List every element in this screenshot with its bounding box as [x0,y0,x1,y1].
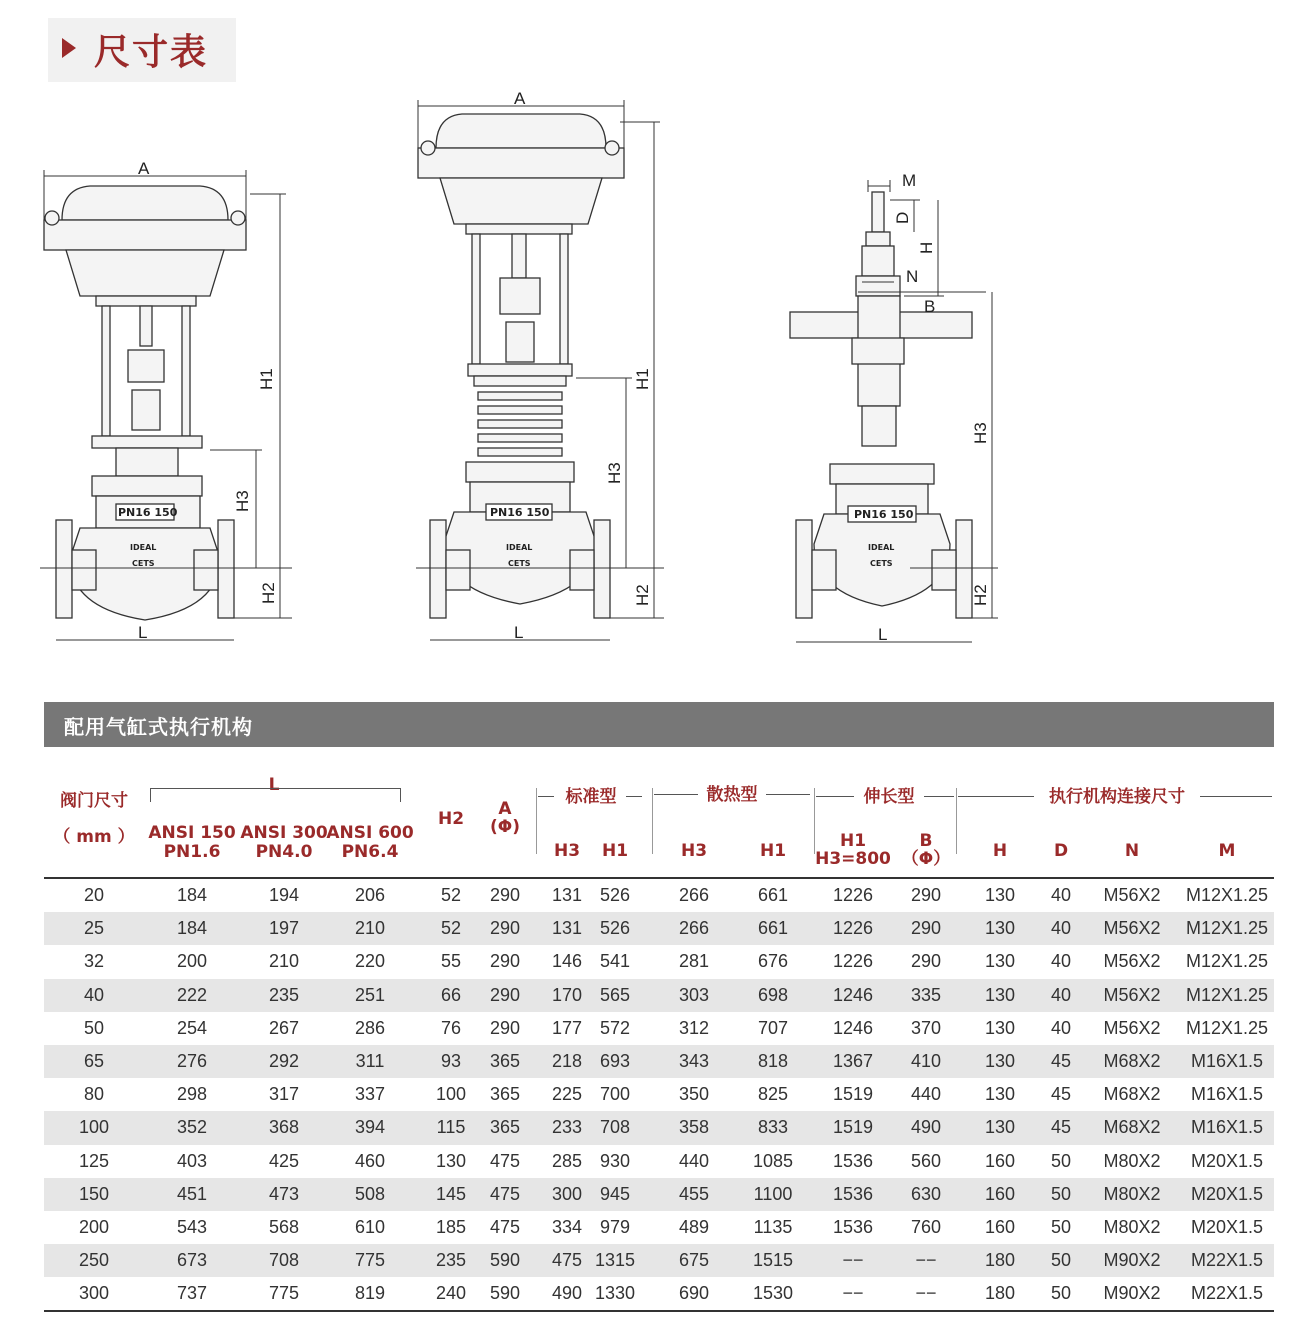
cell-valve-size: 125 [78,1150,110,1171]
header-std-h3: H3 [553,841,581,861]
cell-act-m: M16X1.5 [1190,1084,1264,1105]
cell-ext-h1: 1536 [832,1150,874,1171]
cell-ext-h1: 1226 [832,951,874,972]
cert-extension: CETS [870,559,893,568]
cell-l-ansi300: 473 [268,1183,300,1204]
cell-l-ansi150: 451 [176,1183,208,1204]
cell-l-ansi300: 235 [268,984,300,1005]
cell-ext-h1: 1519 [832,1117,874,1138]
cell-act-m: M22X1.5 [1190,1283,1264,1304]
cell-l-ansi150: 184 [176,885,208,905]
cell-ext-h1: 1246 [832,984,874,1005]
cell-std-h1: 693 [599,1050,631,1071]
cell-ext-b: 410 [910,1050,942,1071]
cell-act-h: 130 [984,1050,1016,1071]
header-ext-b: B [919,831,933,851]
header-standard: 标准型 [565,787,617,807]
cell-std-h1: 572 [599,1017,631,1038]
cell-act-d: 40 [1050,918,1072,939]
header-ext-h1: H1 [839,831,867,851]
cell-heat-h3: 281 [678,951,710,972]
cell-std-h1: 1315 [594,1250,636,1271]
cell-l-ansi600: 460 [354,1150,386,1171]
page-title: 尺寸表 [94,32,209,73]
cell-l-ansi300: 568 [268,1216,300,1237]
cell-l-ansi600: 210 [354,918,386,939]
header-act-n: N [1124,841,1140,861]
cell-valve-size: 40 [83,984,105,1005]
cell-l-ansi150: 200 [176,951,208,972]
header-heat: 散热型 [706,785,758,805]
cell-a: 290 [489,885,521,905]
cell-act-n: M68X2 [1103,1117,1161,1138]
header-ansi150: ANSI 150 [148,823,236,843]
cell-heat-h1: 825 [757,1084,789,1105]
header-act-h: H [992,841,1008,861]
cell-ext-b: 630 [910,1183,942,1204]
cell-act-n: M68X2 [1103,1050,1161,1071]
cell-l-ansi150: 254 [176,1017,208,1038]
cell-act-h: 180 [984,1283,1016,1304]
cell-valve-size: 100 [78,1117,110,1138]
cell-std-h3: 131 [551,918,583,939]
cell-act-n: M68X2 [1103,1084,1161,1105]
cell-heat-h1: 1085 [752,1150,794,1171]
cell-ext-h1: 1519 [832,1084,874,1105]
cell-ext-h1: 1246 [832,1017,874,1038]
dim-h1-heat: H1 [633,368,652,390]
cell-valve-size: 65 [83,1050,105,1071]
cell-act-h: 160 [984,1216,1016,1237]
cell-heat-h3: 455 [678,1183,710,1204]
cell-act-m: M20X1.5 [1190,1150,1264,1171]
cell-act-d: 45 [1050,1050,1072,1071]
header-pn40: PN4.0 [255,842,313,862]
cell-act-n: M56X2 [1103,984,1161,1005]
cell-std-h3: 146 [551,951,583,972]
dim-h3-standard: H3 [233,490,252,512]
cell-l-ansi600: 610 [354,1216,386,1237]
header-a: A [498,799,512,819]
nameplate-heat: PN16 150 [490,506,550,519]
cell-a: 290 [489,951,521,972]
cell-act-d: 50 [1050,1283,1072,1304]
cell-act-h: 130 [984,918,1016,939]
cell-heat-h1: 676 [757,951,789,972]
header-h2: H2 [437,809,465,829]
cell-l-ansi300: 197 [268,918,300,939]
cell-a: 475 [489,1150,521,1171]
cell-l-ansi300: 708 [268,1250,300,1271]
header-valve-size: 阀门尺寸 [60,791,128,811]
cell-ext-h1: −− [842,1250,864,1271]
cell-l-ansi300: 210 [268,951,300,972]
header-ext: 伸长型 [863,787,915,807]
dim-a-heat: A [514,89,526,108]
cell-act-h: 160 [984,1183,1016,1204]
dim-h-extension: H [917,241,936,254]
cell-heat-h3: 266 [678,918,710,939]
header-valve-size-unit: （ mm ） [53,827,135,847]
cell-heat-h1: 1530 [752,1283,794,1304]
dim-m-extension: M [902,171,917,190]
cell-l-ansi300: 194 [268,885,300,905]
cell-l-ansi300: 775 [268,1283,300,1304]
extension-valve-drawing [790,192,972,618]
cell-ext-h1: 1226 [832,885,874,905]
cell-a: 590 [489,1283,521,1304]
dim-h2-heat: H2 [633,584,652,606]
cell-h2: 100 [435,1084,467,1105]
cert-standard: CETS [132,559,155,568]
cell-l-ansi600: 508 [354,1183,386,1204]
valve-drawings-svg [0,60,1300,680]
cell-heat-h1: 1515 [752,1250,794,1271]
cell-act-d: 40 [1050,984,1072,1005]
cell-heat-h3: 303 [678,984,710,1005]
cell-heat-h1: 833 [757,1117,789,1138]
dim-a-standard: A [138,159,150,178]
table-row [44,1078,1274,1111]
cell-heat-h1: 1100 [753,1183,793,1204]
brand-heat: IDEAL [506,543,533,552]
cell-std-h1: 526 [599,918,631,939]
table-row [44,1111,1274,1144]
header-act-d: D [1053,841,1069,861]
table-row [44,1012,1274,1045]
cell-valve-size: 250 [78,1250,110,1271]
cell-act-m: M12X1.25 [1185,1017,1269,1038]
cell-l-ansi150: 673 [176,1250,208,1271]
cell-a: 290 [489,1017,521,1038]
table-row [44,1244,1274,1277]
cell-act-n: M90X2 [1103,1283,1161,1304]
header-heat-h3: H3 [680,841,708,861]
cell-std-h1: 979 [599,1216,631,1237]
cell-valve-size: 200 [78,1216,110,1237]
cell-l-ansi150: 737 [176,1283,208,1304]
cell-std-h1: 708 [599,1117,631,1138]
standard-valve-drawing [44,186,246,620]
dim-b-extension: B [924,297,936,316]
cell-heat-h1: 698 [757,984,789,1005]
cell-heat-h3: 266 [678,885,710,905]
cell-a: 365 [489,1084,521,1105]
cell-act-d: 50 [1050,1216,1072,1237]
cell-std-h3: 300 [551,1183,583,1204]
cell-act-m: M16X1.5 [1190,1117,1264,1138]
cell-l-ansi150: 222 [176,984,208,1005]
cell-act-m: M20X1.5 [1190,1183,1264,1204]
cell-act-n: M56X2 [1103,918,1161,939]
dimension-table-body [44,877,1274,1312]
cell-a: 290 [489,918,521,939]
dim-l-extension: L [878,625,888,644]
nameplate-standard: PN16 150 [118,506,178,519]
cell-heat-h3: 440 [678,1150,710,1171]
cell-heat-h3: 350 [678,1084,710,1105]
cell-std-h1: 541 [599,951,631,972]
cell-l-ansi600: 394 [354,1117,386,1138]
header-l-bracket [150,788,400,789]
cell-heat-h1: 818 [757,1050,789,1071]
cell-act-n: M56X2 [1103,1017,1161,1038]
cell-valve-size: 20 [83,885,105,905]
table-row [44,1045,1274,1078]
cell-valve-size: 300 [78,1283,110,1304]
cell-ext-b: 440 [910,1084,942,1105]
dim-h3-extension: H3 [971,422,990,444]
cell-act-d: 45 [1050,1117,1072,1138]
cell-act-d: 40 [1050,885,1072,905]
cell-heat-h1: 707 [757,1017,789,1038]
cell-l-ansi600: 220 [354,951,386,972]
cell-act-m: M22X1.5 [1190,1250,1264,1271]
cell-a: 290 [489,984,521,1005]
cell-act-n: M80X2 [1103,1183,1161,1204]
section-band [44,702,1274,747]
header-ansi300: ANSI 300 [240,823,328,843]
cell-act-d: 50 [1050,1150,1072,1171]
header-pn16: PN1.6 [163,842,221,862]
header-pn64: PN6.4 [341,842,399,862]
cell-ext-b: 370 [910,1017,942,1038]
cell-act-h: 180 [984,1250,1016,1271]
cell-std-h3: 334 [551,1216,583,1237]
cell-valve-size: 50 [83,1017,105,1038]
cell-std-h3: 218 [551,1050,583,1071]
cell-act-h: 160 [984,1150,1016,1171]
cell-std-h1: 526 [599,885,631,905]
cell-l-ansi150: 403 [176,1150,208,1171]
cell-std-h1: 930 [599,1150,631,1171]
header-heat-h1: H1 [759,841,787,861]
table-row [44,1211,1274,1244]
header-ext-h1-note: H3=800 [815,849,891,869]
cell-act-m: M12X1.25 [1185,885,1269,905]
header-std-h1: H1 [601,841,629,861]
cell-h2: 55 [440,951,462,972]
cell-heat-h3: 675 [678,1250,710,1271]
cell-heat-h1: 661 [757,918,789,939]
cell-l-ansi150: 298 [176,1084,208,1105]
cell-valve-size: 80 [83,1084,105,1105]
cell-ext-b: 490 [910,1117,942,1138]
cell-ext-h1: 1536 [832,1183,874,1204]
table-row [44,945,1274,978]
dim-n-extension: N [906,267,919,286]
cell-act-d: 40 [1050,951,1072,972]
table-row [44,1145,1274,1178]
cell-act-m: M12X1.25 [1185,951,1269,972]
cell-act-n: M80X2 [1103,1150,1161,1171]
cell-act-d: 40 [1050,1017,1072,1038]
cell-std-h1: 700 [599,1084,631,1105]
cell-ext-b: 290 [910,885,942,905]
header-act-m: M [1218,841,1236,861]
cell-valve-size: 25 [83,918,105,939]
cell-act-h: 130 [984,1084,1016,1105]
cell-act-m: M12X1.25 [1185,984,1269,1005]
cell-heat-h1: 661 [757,885,789,905]
cell-act-m: M12X1.25 [1185,918,1269,939]
cell-ext-b: −− [915,1283,937,1304]
table-row [44,912,1274,945]
triangle-bullet-icon [62,38,76,58]
cell-act-h: 130 [984,1117,1016,1138]
cell-l-ansi600: 286 [354,1017,386,1038]
cell-l-ansi600: 206 [354,885,386,905]
cell-std-h3: 285 [551,1150,583,1171]
cell-l-ansi300: 267 [268,1017,300,1038]
cell-act-d: 45 [1050,1084,1072,1105]
cell-heat-h1: 1135 [753,1216,793,1237]
header-ext-b-unit: （Φ） [901,849,951,869]
dim-l-heat: L [514,623,524,642]
header-ansi600: ANSI 600 [326,823,414,843]
cell-heat-h3: 489 [678,1216,710,1237]
cert-heat: CETS [508,559,531,568]
table-row [44,979,1274,1012]
dim-h3-heat: H3 [605,462,624,484]
cell-l-ansi150: 276 [176,1050,208,1071]
cell-std-h3: 475 [551,1250,583,1271]
cell-act-h: 130 [984,984,1016,1005]
cell-h2: 76 [440,1017,462,1038]
cell-ext-b: 760 [910,1216,942,1237]
cell-valve-size: 150 [78,1183,110,1204]
cell-ext-b: 290 [910,918,942,939]
dim-d-extension: D [893,211,912,224]
cell-h2: 235 [435,1250,467,1271]
cell-std-h3: 225 [551,1084,583,1105]
cell-l-ansi300: 425 [268,1150,300,1171]
cell-act-h: 130 [984,951,1016,972]
cell-heat-h3: 312 [678,1017,710,1038]
cell-heat-h3: 690 [678,1283,710,1304]
cell-ext-h1: 1536 [832,1216,874,1237]
cell-ext-b: 290 [910,951,942,972]
cell-act-m: M20X1.5 [1190,1216,1264,1237]
cell-h2: 185 [435,1216,467,1237]
cell-a: 365 [489,1050,521,1071]
cell-h2: 66 [440,984,462,1005]
cell-h2: 130 [435,1150,467,1171]
cell-l-ansi150: 184 [176,918,208,939]
cell-std-h1: 565 [599,984,631,1005]
brand-extension: IDEAL [868,543,895,552]
cell-h2: 240 [435,1283,467,1304]
cell-a: 365 [489,1117,521,1138]
cell-h2: 115 [436,1117,466,1138]
cell-l-ansi300: 292 [268,1050,300,1071]
cell-act-n: M56X2 [1103,885,1161,905]
cell-act-d: 50 [1050,1183,1072,1204]
dim-h1-standard: H1 [257,368,276,390]
cell-l-ansi150: 352 [176,1117,208,1138]
cell-ext-b: −− [915,1250,937,1271]
cell-l-ansi300: 368 [268,1117,300,1138]
dim-l-standard: L [138,623,148,642]
cell-std-h3: 233 [551,1117,583,1138]
cell-valve-size: 32 [83,951,105,972]
cell-l-ansi600: 775 [354,1250,386,1271]
cell-std-h3: 131 [551,885,583,905]
section-title: 配用气缸式执行机构 [64,715,253,739]
table-header [44,760,1274,878]
cell-act-n: M56X2 [1103,951,1161,972]
cell-std-h1: 1330 [594,1283,636,1304]
cell-l-ansi300: 317 [268,1084,300,1105]
cell-act-m: M16X1.5 [1190,1050,1264,1071]
header-l-group: L [268,775,280,795]
table-row [44,1277,1274,1310]
cell-std-h3: 490 [551,1283,583,1304]
cell-ext-b: 335 [910,984,942,1005]
cell-a: 475 [489,1216,521,1237]
cell-h2: 93 [440,1050,462,1071]
cell-ext-h1: 1367 [832,1050,874,1071]
cell-h2: 145 [435,1183,467,1204]
valve-drawings [0,60,1300,680]
cell-ext-b: 560 [910,1150,942,1171]
cell-h2: 52 [440,918,462,939]
cell-heat-h3: 358 [678,1117,710,1138]
cell-l-ansi600: 311 [355,1050,385,1071]
dim-h2-standard: H2 [259,582,278,604]
header-actuator: 执行机构连接尺寸 [1049,787,1185,807]
cell-act-h: 130 [984,1017,1016,1038]
cell-heat-h3: 343 [678,1050,710,1071]
cell-act-d: 50 [1050,1250,1072,1271]
cell-act-h: 130 [984,885,1016,905]
table-row [44,1178,1274,1211]
cell-a: 475 [489,1183,521,1204]
cell-std-h3: 170 [551,984,583,1005]
cell-act-n: M90X2 [1103,1250,1161,1271]
cell-l-ansi600: 819 [354,1283,386,1304]
header-a-unit: (Φ) [490,817,520,837]
cell-h2: 52 [440,885,462,905]
cell-ext-h1: −− [842,1283,864,1304]
cell-l-ansi600: 251 [354,984,386,1005]
cell-ext-h1: 1226 [832,918,874,939]
cell-l-ansi600: 337 [354,1084,386,1105]
cell-a: 590 [489,1250,521,1271]
cell-std-h3: 177 [551,1017,583,1038]
nameplate-extension: PN16 150 [854,508,914,521]
cell-l-ansi150: 543 [176,1216,208,1237]
dim-h2-extension: H2 [971,584,990,606]
table-row [44,879,1274,912]
cell-act-n: M80X2 [1103,1216,1161,1237]
brand-standard: IDEAL [130,543,157,552]
cell-std-h1: 945 [599,1183,631,1204]
